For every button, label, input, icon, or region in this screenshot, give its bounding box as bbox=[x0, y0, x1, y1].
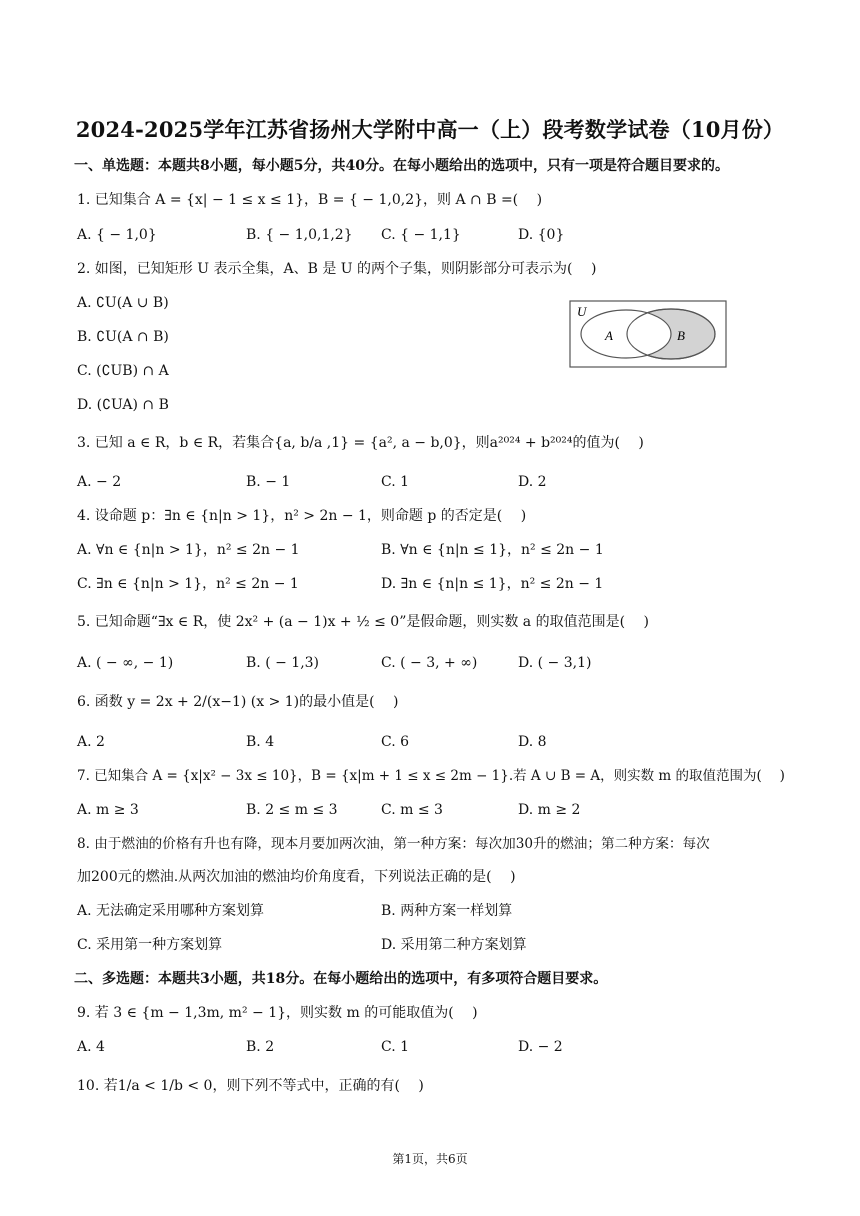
q2-option-a: A. ∁U(A ∪ B) bbox=[77, 295, 169, 311]
question-6-stem: 6. 函数 y = 2x + 2/(x−1) (x > 1)的最小值是( ) bbox=[77, 694, 399, 710]
label-u: U bbox=[577, 304, 587, 319]
question-1-stem: 1. 已知集合 A = {x| − 1 ≤ x ≤ 1}，B = { − 1,0,2}，则 A ∩ B =( ) bbox=[77, 192, 543, 208]
q8-option-a: A. 无法确定采用哪种方案划算 bbox=[77, 903, 265, 919]
q2-option-c: C. (∁UB) ∩ A bbox=[77, 363, 169, 379]
q3-option-d: D. 2 bbox=[518, 474, 547, 490]
q8-option-d: D. 采用第二种方案划算 bbox=[381, 937, 527, 953]
q9-option-c: C. 1 bbox=[381, 1039, 410, 1055]
q5-option-d: D. ( − 3,1) bbox=[518, 655, 592, 671]
q2-option-d: D. (∁UA) ∩ B bbox=[77, 397, 169, 413]
exam-title: 2024-2025学年江苏省扬州大学附中高一（上）段考数学试卷（10月份） bbox=[75, 117, 785, 142]
set-a-ellipse bbox=[581, 310, 671, 358]
q4-option-d: D. ∃n ∈ {n|n ≤ 1}，n² ≤ 2n − 1 bbox=[381, 576, 604, 592]
q3-option-b: B. − 1 bbox=[246, 474, 291, 490]
section-heading-single-choice: 一、单选题：本题共8小题，每小题5分，共40分。在每小题给出的选项中，只有一项是符合题目要求的。 bbox=[74, 158, 729, 174]
q8-option-c: C. 采用第一种方案划算 bbox=[77, 937, 223, 953]
section-heading-multiple-choice: 二、多选题：本题共3小题，共18分。在每小题给出的选项中，有多项符合题目要求。 bbox=[74, 971, 608, 987]
q9-option-d: D. − 2 bbox=[518, 1039, 563, 1055]
q9-option-a: A. 4 bbox=[77, 1039, 105, 1055]
q4-option-c: C. ∃n ∈ {n|n > 1}，n² ≤ 2n − 1 bbox=[77, 576, 299, 592]
question-9-stem: 9. 若 3 ∈ {m − 1,3m, m² − 1}，则实数 m 的可能取值为( ) bbox=[77, 1005, 478, 1021]
q6-option-b: B. 4 bbox=[246, 734, 275, 750]
label-b: B bbox=[677, 328, 685, 343]
label-a: A bbox=[605, 328, 613, 343]
venn-diagram bbox=[569, 300, 729, 370]
q5-option-b: B. ( − 1,3) bbox=[246, 655, 320, 671]
question-4-stem: 4. 设命题 p：∃n ∈ {n|n > 1}，n² > 2n − 1，则命题 p 的否定是( ) bbox=[77, 508, 527, 524]
q8-option-b: B. 两种方案一样划算 bbox=[381, 903, 513, 919]
q5-option-c: C. ( − 3, + ∞) bbox=[381, 655, 478, 671]
q4-option-b: B. ∀n ∈ {n|n ≤ 1}，n² ≤ 2n − 1 bbox=[381, 542, 604, 558]
question-5-stem: 5. 已知命题“∃x ∈ R，使 2x² + (a − 1)x + ½ ≤ 0”是假命题，则实数 a 的取值范围是( ) bbox=[77, 614, 649, 630]
q7-option-d: D. m ≥ 2 bbox=[518, 802, 581, 818]
q6-option-c: C. 6 bbox=[381, 734, 410, 750]
question-8-stem-line-2: 加200元的燃油.从两次加油的燃油均价角度看，下列说法正确的是( ) bbox=[77, 869, 516, 885]
question-8-stem-line-1: 8. 由于燃油的价格有升也有降，现本月要加两次油，第一种方案：每次加30升的燃油；第二种方案：每次 bbox=[77, 836, 710, 852]
question-3-stem: 3. 已知 a ∈ R，b ∈ R，若集合{a, b/a ,1} = {a², a − b,0}，则a²⁰²⁴ + b²⁰²⁴的值为( ) bbox=[77, 435, 644, 451]
question-2-stem: 2. 如图，已知矩形 U 表示全集，A、B 是 U 的两个子集，则阴影部分可表示为( ) bbox=[77, 261, 597, 277]
q3-option-a: A. − 2 bbox=[77, 474, 122, 490]
q4-option-a: A. ∀n ∈ {n|n > 1}，n² ≤ 2n − 1 bbox=[77, 542, 300, 558]
q3-option-c: C. 1 bbox=[381, 474, 410, 490]
q7-option-c: C. m ≤ 3 bbox=[381, 802, 443, 818]
q6-option-d: D. 8 bbox=[518, 734, 547, 750]
q9-option-b: B. 2 bbox=[246, 1039, 275, 1055]
question-10-stem: 10. 若1/a < 1/b < 0，则下列不等式中，正确的有( ) bbox=[77, 1078, 424, 1094]
q6-option-a: A. 2 bbox=[77, 734, 105, 750]
q7-option-a: A. m ≥ 3 bbox=[77, 802, 139, 818]
q1-option-b: B. { − 1,0,1,2} bbox=[246, 227, 353, 243]
q5-option-a: A. ( − ∞, − 1) bbox=[77, 655, 174, 671]
question-7-stem: 7. 已知集合 A = {x|x² − 3x ≤ 10}，B = {x|m + 1 ≤ x ≤ 2m − 1}.若 A ∪ B = A，则实数 m 的取值范围为( ) bbox=[77, 768, 785, 784]
q1-option-c: C. { − 1,1} bbox=[381, 227, 461, 243]
q7-option-b: B. 2 ≤ m ≤ 3 bbox=[246, 802, 338, 818]
page-footer: 第1页，共6页 bbox=[392, 1152, 468, 1166]
q2-option-b: B. ∁U(A ∩ B) bbox=[77, 329, 169, 345]
q1-option-d: D. {0} bbox=[518, 227, 565, 243]
q1-option-a: A. { − 1,0} bbox=[77, 227, 157, 243]
